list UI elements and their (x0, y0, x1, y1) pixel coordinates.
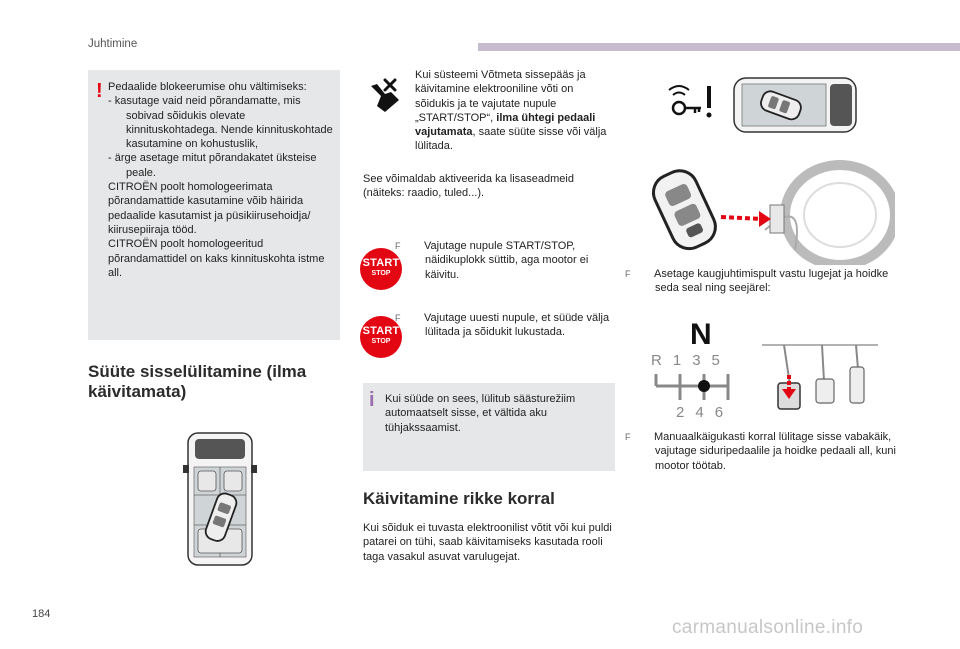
start-label: START (362, 257, 400, 269)
car-top-view-illustration (180, 425, 260, 570)
bullet-icon: F (395, 241, 401, 251)
section-title-ignition: Süüte sisselülitamine (ilma käivitamata) (88, 362, 307, 401)
warning-item: - ärge asetage mitut põrandakatet üksteise peale. (108, 152, 317, 179)
gear-row-top (651, 352, 731, 369)
key-warning-icon (665, 80, 715, 125)
warning-paragraph: CITROËN poolt homologeeritud põrandamattidel on kaks kinnituskohta istme all. (108, 238, 325, 279)
gear-row-bottom (676, 404, 734, 421)
instruction-press-again (395, 311, 625, 340)
accessories-text: See võimaldab aktiveerida ka lisaseadmeid (näiteks: raadio, tuled...). (363, 173, 574, 200)
instruction-text: Manuaalkäigukasti korral lülitage sisse vabakäik, vajutage siduripedaalile ja hoidke pedaali all, kuni mootor töötab. (654, 431, 896, 472)
keyless-text (415, 68, 615, 154)
header-bar (478, 43, 960, 51)
start-label: START (362, 325, 400, 337)
section-title-backup-start: Käivitamine rikke korral (363, 489, 555, 508)
gear-label: 5 (711, 352, 731, 369)
instruction-hold-remote (625, 267, 905, 296)
bullet-icon: F (625, 269, 631, 279)
instruction-manual-gearbox (625, 430, 905, 473)
instruction-press-start (395, 239, 625, 282)
foot-no-pedal-icon (365, 78, 405, 116)
warning-text (108, 80, 338, 280)
keyless-text-c: , saate süüte sisse või välja lülitada. (415, 126, 607, 153)
instruction-text: Vajutage nupule START/STOP, näidikuplokk süttib, aga mootor ei käivitu. (424, 240, 589, 281)
gear-label: 2 (676, 404, 696, 421)
watermark: carmanualsonline.info (672, 617, 864, 638)
section-label: Juhtimine (88, 38, 138, 50)
gear-label: 3 (692, 352, 712, 369)
warning-item: - kasutage vaid neid põrandamatte, mis sobivad sõidukis olevate kinnituskohtadega. Nende kinnituskohtade kasutamine on kohustuslik, (108, 95, 333, 151)
clutch-pedal-illustration (760, 335, 880, 415)
gear-label: 4 (695, 404, 715, 421)
backup-start-text: Kui sõiduk ei tuvasta elektroonilist võtit või kui puldi patarei on tühi, saab käivitamiseks kasutada rooli taga vasakul asuvat varulugejat. (363, 522, 612, 563)
bullet-icon: F (395, 313, 401, 323)
warning-paragraph: CITROËN poolt homologeerimata põrandamattide kasutamine võib häirida pedaalide kasutamist ja püsikiirusehoidja/ kiirusepiiraja tööd. (108, 181, 311, 236)
gear-label: 1 (672, 352, 693, 369)
gear-neutral-label: N (690, 318, 712, 351)
gear-label: R (651, 352, 673, 369)
bullet-icon: F (625, 432, 631, 442)
page-number: 184 (32, 608, 51, 620)
keyless-text-bold: ilma ühtegi pedaali vajutamata (415, 111, 596, 139)
start-stop-button-icon (360, 248, 402, 290)
gear-label: 6 (714, 404, 735, 421)
keyless-text-a: Kui süsteemi Võtmeta sissepääs ja käivitamine elektrooniline võti on sõidukis ja te vajutate nupule „START/STOP“, (415, 69, 586, 124)
warning-icon: ! (96, 80, 103, 102)
instruction-text: Asetage kaugjuhtimispult vastu lugejat ja hoidke seda seal ning seejärel: (654, 268, 889, 295)
gear-shift-pattern (650, 370, 740, 406)
warning-intro: Pedaalide blokeerumise ohu vältimiseks: (108, 81, 307, 93)
remote-against-reader-illustration (645, 155, 895, 265)
info-icon: i (369, 389, 375, 411)
instruction-text: Vajutage uuesti nupule, et süüde välja lülitada ja sõidukit lukustada. (424, 312, 610, 339)
car-key-inside-illustration (730, 72, 860, 137)
info-text: Kui süüde on sees, lülitub säästurežiim automaatselt sisse, et vältida aku tühjakssaamist. (385, 393, 576, 434)
stop-label: STOP (371, 270, 391, 277)
stop-label: STOP (371, 338, 391, 345)
